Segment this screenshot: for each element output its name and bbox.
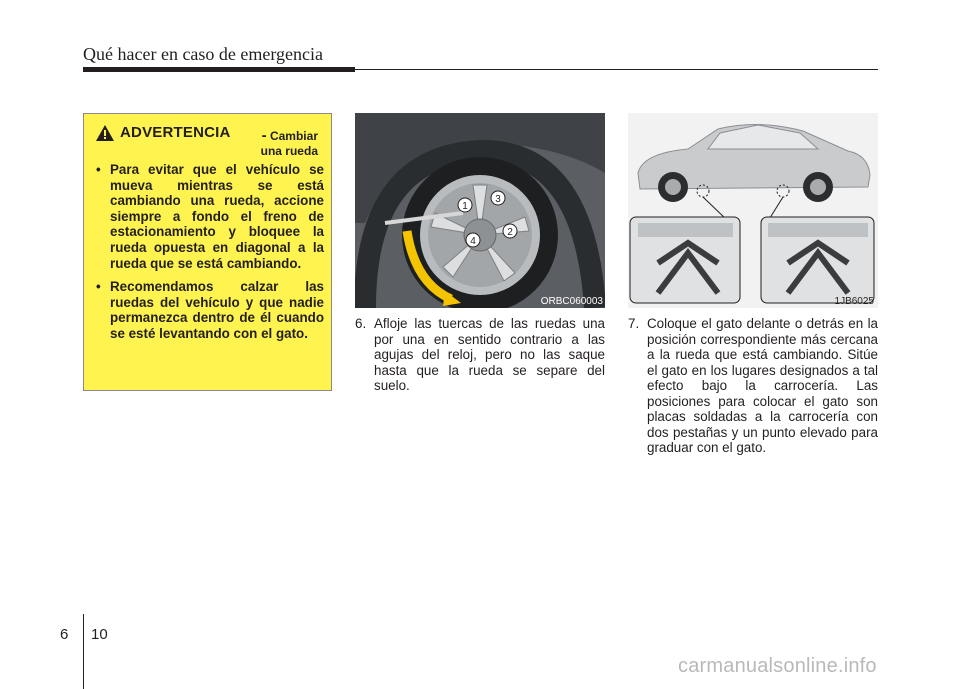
wheel-figure (355, 113, 605, 308)
bullet: • (96, 162, 101, 177)
header-rule-thick (83, 67, 355, 72)
page-number: 10 (91, 626, 108, 643)
watermark: carmanualsonline.info (678, 655, 877, 677)
car-jack-illustration (628, 113, 878, 308)
warning-item (94, 162, 324, 271)
page-section-number: 6 (60, 626, 69, 643)
step-7 (628, 316, 878, 456)
warning-box (83, 113, 332, 391)
wheel-label-1: 1 (462, 201, 468, 212)
wheel-label-2: 2 (507, 227, 513, 238)
wheel-illustration (355, 113, 605, 308)
wheel-label-4: 4 (470, 236, 476, 247)
warning-triangle-icon (96, 125, 114, 141)
page-header-title: Qué hacer en caso de emergencia (83, 44, 324, 64)
step-text: Coloque el gato delante o detrás en la posición correspondiente más cercana a la rueda que está cambiando. Sitúe el gato en los lugares designados a tal efecto bajo la carrocería. Las posiciones para colocar el gato son placas soldadas a la carrocería con dos pestañas y un punto elevado para graduar con el gato. (647, 316, 878, 455)
step-number: 7. (628, 316, 640, 331)
warning-dash: - (261, 127, 267, 144)
car-jack-figure (628, 113, 878, 308)
warning-subtitle-line1: Cambiar (269, 129, 318, 143)
warning-item (94, 279, 324, 341)
warning-heading (96, 124, 326, 164)
step-number: 6. (355, 316, 367, 331)
header-rule-thin (355, 69, 878, 70)
wheel-label-3: 3 (495, 194, 501, 205)
figure-code: 1JB6025 (834, 296, 874, 307)
step-text: Afloje las tuercas de las ruedas una por una en sentido contrario a las agujas del reloj, pero no las saque hasta que la rueda se separe del suelo. (374, 316, 605, 393)
warning-subtitle (178, 128, 318, 159)
figure-code: ORBC060003 (540, 296, 603, 307)
warning-item-text: Recomendamos calzar las ruedas del vehículo y que nadie permanezca dentro de él cuando se esté levantando con el gato. (110, 279, 324, 341)
warning-item-text: Para evitar que el vehículo se mueva mientras se está cambiando una rueda, accione siempre a fondo el freno de estacionamiento y bloquee la rueda opuesta en diagonal a la rueda que se está cambiando. (110, 162, 324, 271)
bullet: • (96, 279, 101, 295)
warning-subtitle-line2: una rueda (260, 144, 318, 158)
warning-list (94, 162, 324, 350)
footer-divider (83, 614, 84, 689)
warning-title: ADVERTENCIA (120, 124, 231, 141)
step-6 (355, 316, 605, 394)
